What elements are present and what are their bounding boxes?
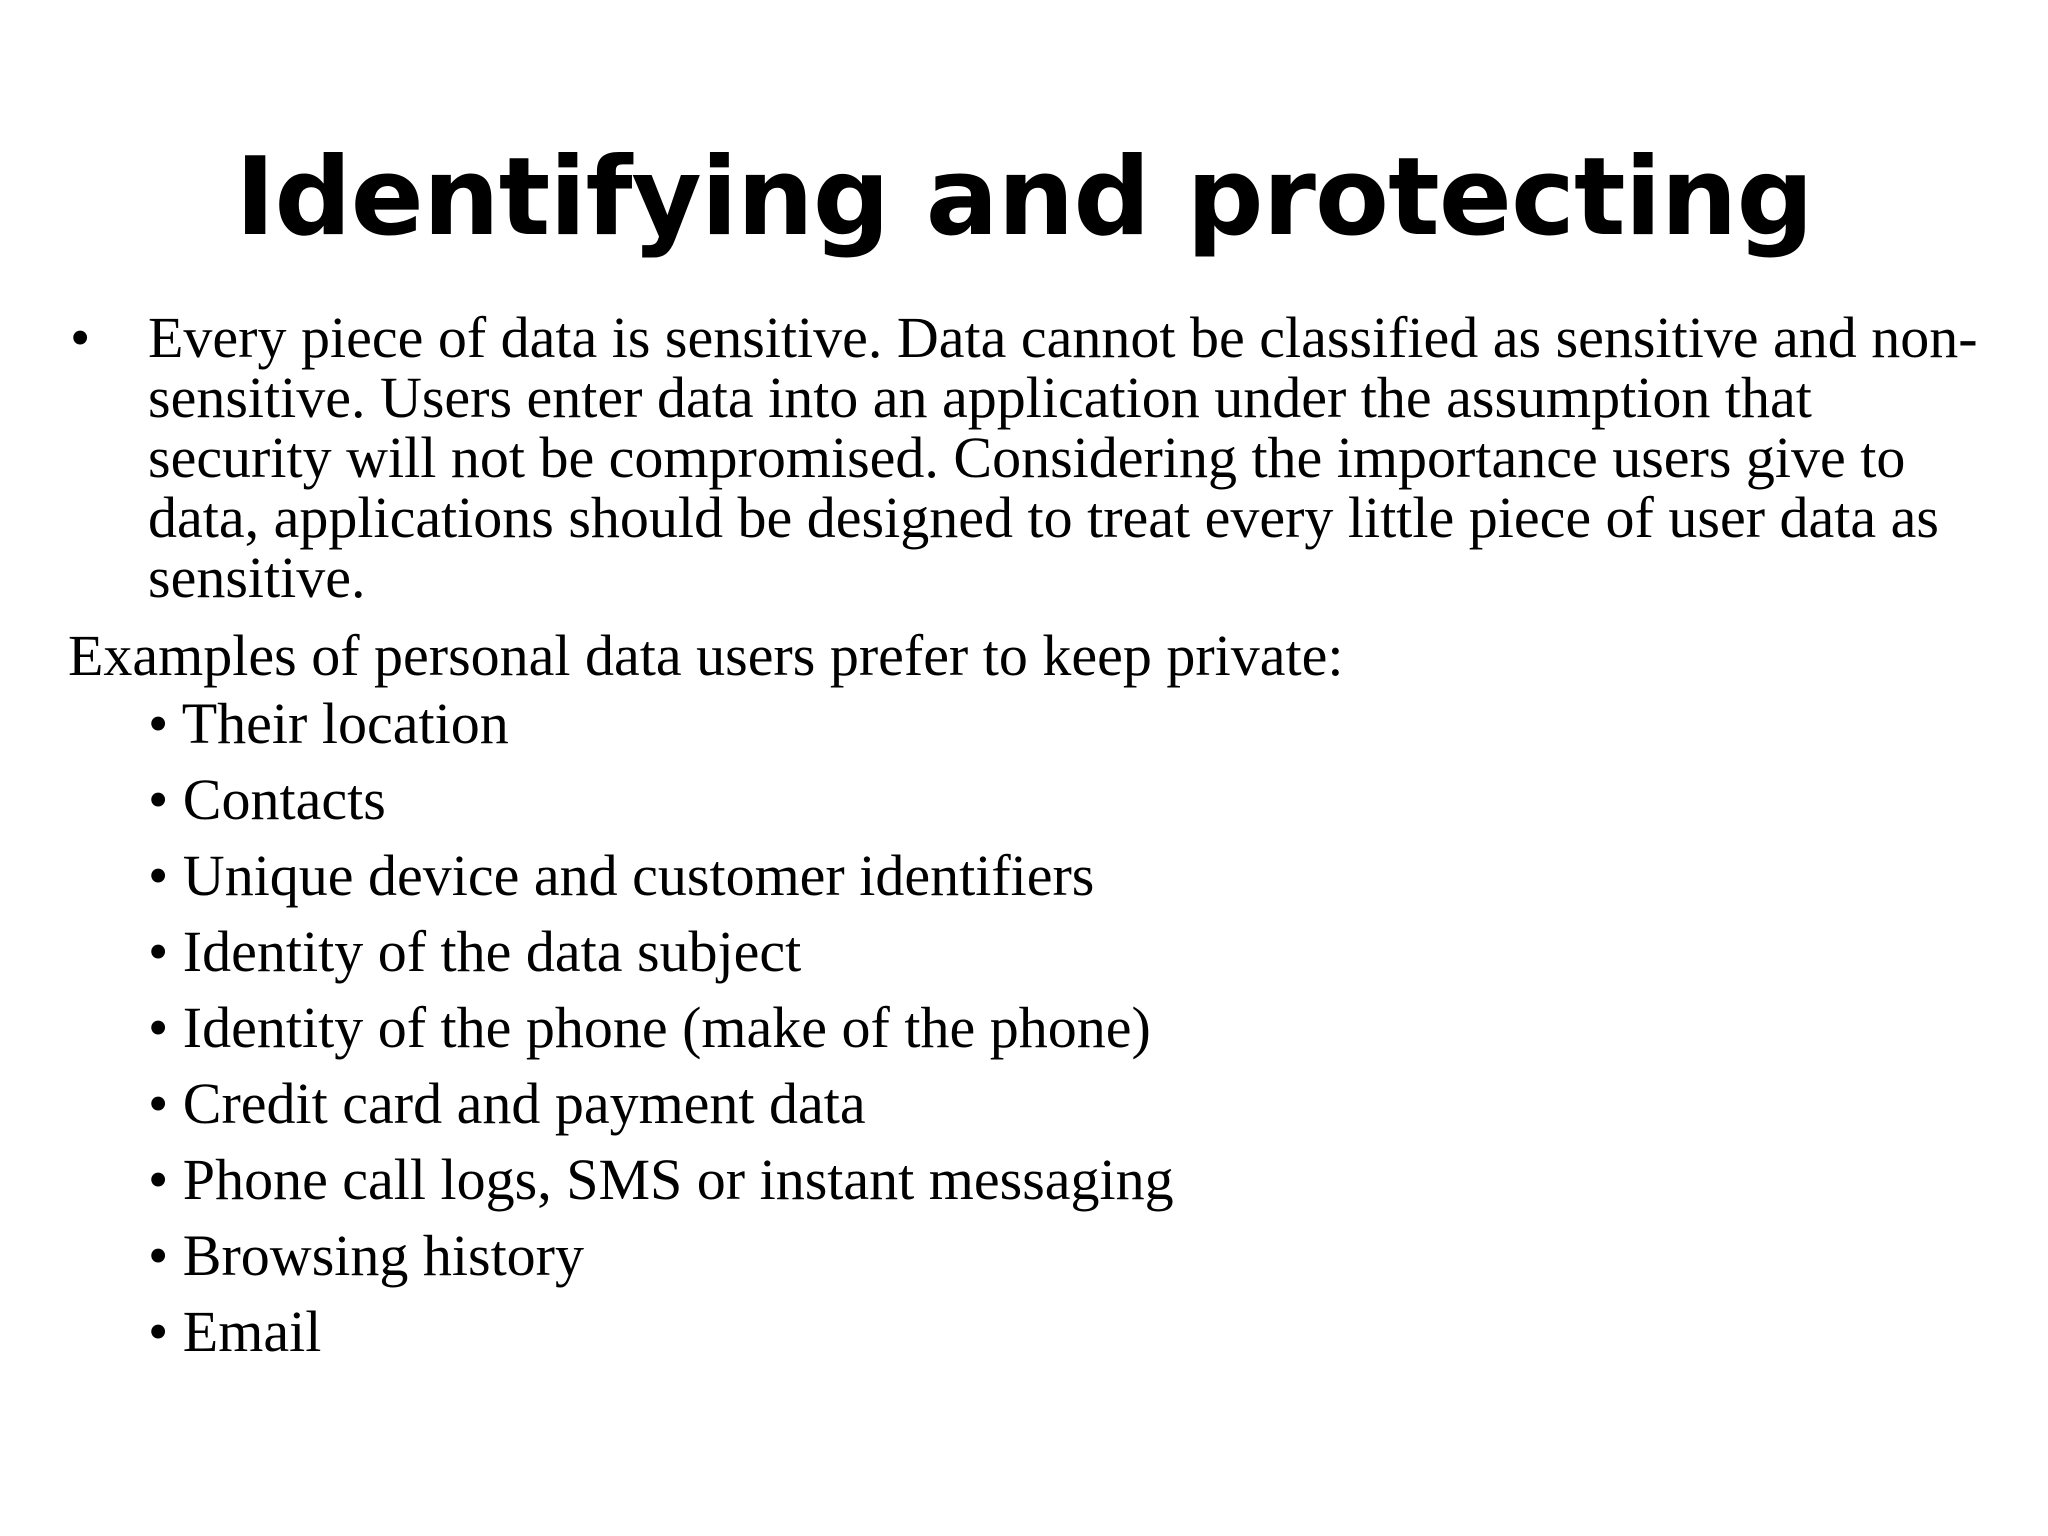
examples-list <box>68 686 2008 1370</box>
main-bullet <box>68 305 2008 610</box>
list-item: • Email <box>148 1299 322 1364</box>
list-item: • Credit card and payment data <box>148 1071 866 1136</box>
list-item: • Phone call logs, SMS or instant messaging <box>148 1147 1174 1212</box>
list-item: • Unique device and customer identifiers <box>148 843 1095 908</box>
list-item: • Contacts <box>148 767 386 832</box>
main-bullet-text: Every piece of data is sensitive. Data cannot be classified as sensitive and non-sensitive. Users enter data into an application under the assumption that security will not be compromised. Considering the importance users give to data, applications should be designed to treat every little piece of user data as sensitive. <box>148 305 1978 610</box>
bullet-marker: • <box>70 305 91 370</box>
slide-body <box>68 305 2008 1370</box>
list-item: • Identity of the data subject <box>148 919 802 984</box>
list-item: • Their location <box>148 691 509 756</box>
examples-intro: Examples of personal data users prefer to keep private: <box>68 623 1344 688</box>
list-item: • Identity of the phone (make of the phone) <box>148 995 1151 1060</box>
list-item: • Browsing history <box>148 1223 584 1288</box>
slide-title: Identifying and protecting <box>235 135 1813 260</box>
